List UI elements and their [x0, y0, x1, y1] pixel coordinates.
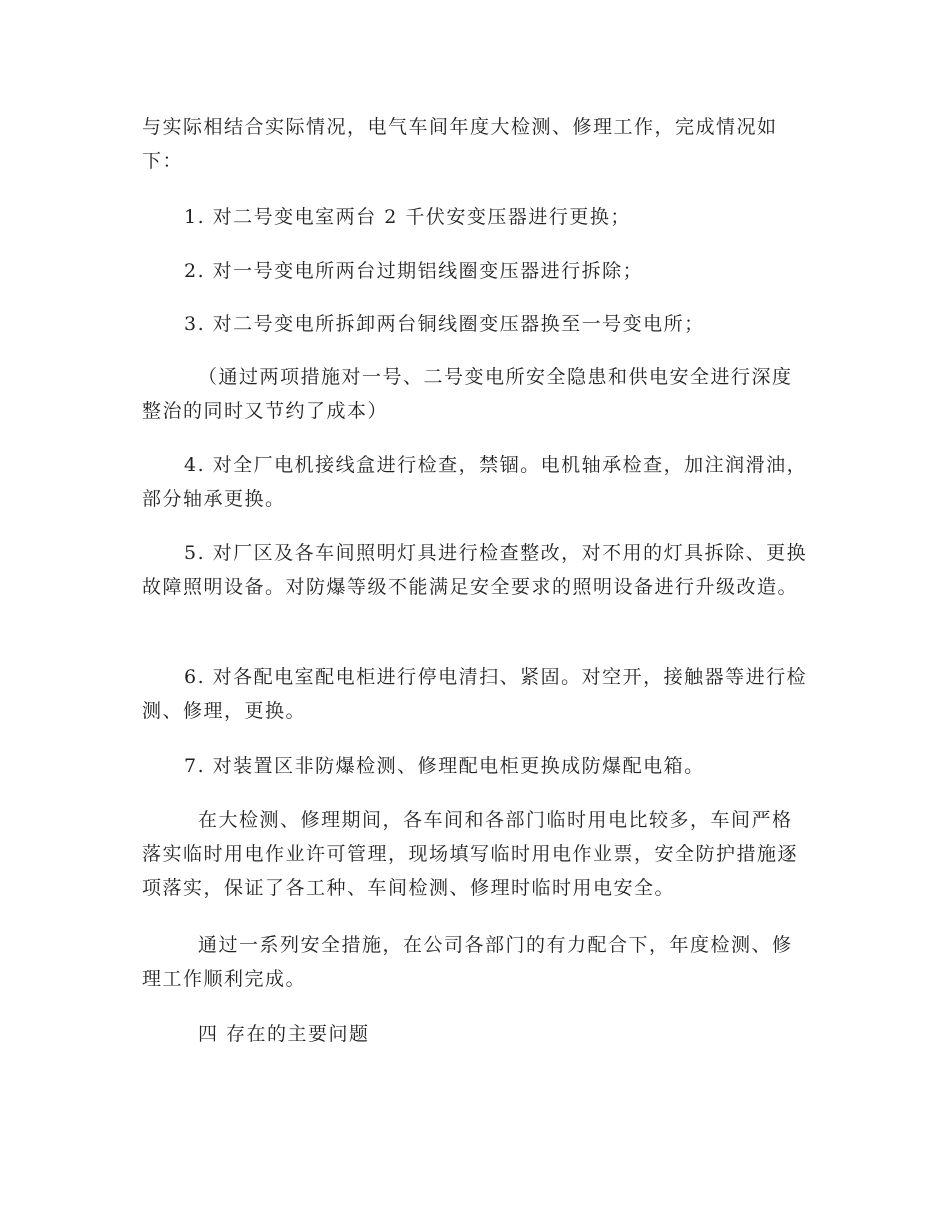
list-item-5: 5. 对厂区及各车间照明灯具进行检查整改，对不用的灯具拆除、更换故障照明设备。对防爆等级不能满足安全要求的照明设备进行升级改造。 — [142, 542, 808, 598]
list-item-6: 6. 对各配电室配电柜进行停电清扫、紧固。对空开，接触器等进行检测、修理，更换。 — [142, 666, 808, 722]
intro-paragraph: 与实际相结合实际情况，电气车间年度大检测、修理工作，完成情况如下： — [142, 116, 778, 172]
list-item-4: 4. 对全厂电机接线盒进行检查，禁锢。电机轴承检查，加注润滑油，部分轴承更换。 — [142, 454, 808, 510]
maintenance-paragraph: 在大检测、修理期间，各车间和各部门临时用电比较多，车间严格落实临时用电作业许可管理，现场填写临时用电作业票，安全防护措施逐项落实，保证了各工种、车间检测、修理时临时用电安全。 — [142, 809, 799, 899]
list-item-7: 7. 对装置区非防爆检测、修理配电柜更换成防爆配电箱。 — [184, 755, 705, 777]
list-item-1: 1. 对二号变电室两台 2 千伏安变压器进行更换； — [184, 206, 631, 228]
summary-paragraph: 通过一系列安全措施，在公司各部门的有力配合下，年度检测、修理工作顺利完成。 — [142, 934, 793, 990]
note-paragraph: （通过两项措施对一号、二号变电所安全隐患和供电安全进行深度整治的同时又节约了成本） — [142, 366, 793, 422]
list-item-2: 2. 对一号变电所两台过期铝线圈变压器进行拆除； — [184, 260, 644, 282]
list-item-3: 3. 对二号变电所拆卸两台铜线圈变压器换至一号变电所； — [184, 313, 705, 335]
section-heading: 四 存在的主要问题 — [198, 1023, 370, 1045]
